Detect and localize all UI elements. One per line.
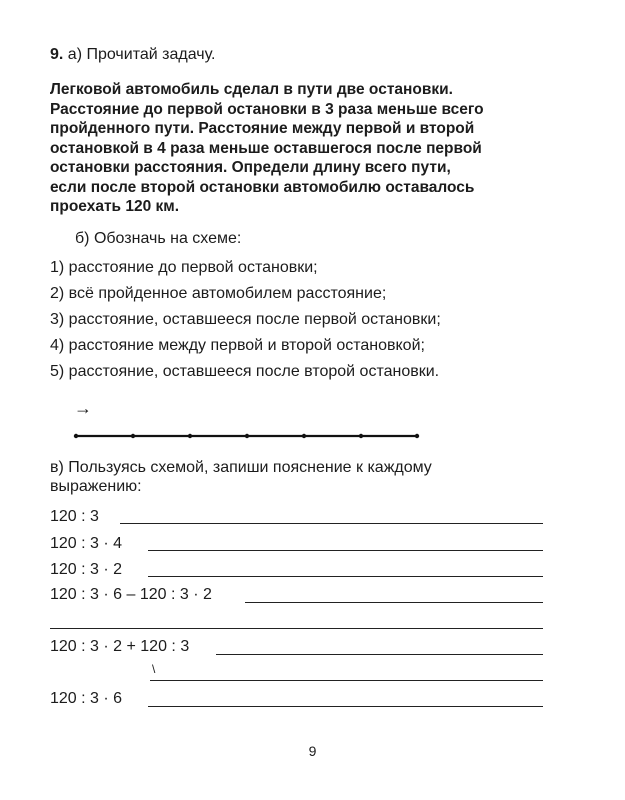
answer-line[interactable]: [50, 628, 543, 629]
problem-line: если после второй остановки автомобилю оставалось: [50, 178, 475, 196]
answer-line[interactable]: [148, 550, 543, 551]
answer-line[interactable]: [150, 680, 543, 681]
problem-line: остановки расстояния. Определи длину всего пути,: [50, 159, 451, 176]
scheme-point: [302, 434, 306, 438]
list-item: 5) расстояние, оставшееся после второй остановки.: [50, 363, 440, 380]
expression-1: 120 : 3: [50, 508, 99, 525]
expression-6: 120 : 3 · 6: [50, 690, 123, 707]
expression-4: 120 : 3 · 6 – 120 : 3 · 2: [50, 586, 212, 603]
part-c-label: [50, 458, 550, 496]
answer-line[interactable]: [216, 654, 543, 655]
problem-line: проехать 120 км.: [50, 198, 180, 215]
expression-5: 120 : 3 · 2 + 120 : 3: [50, 638, 190, 655]
task-header: [50, 46, 215, 64]
scheme-point: [359, 434, 363, 438]
pencil-tick-mark: \: [152, 662, 156, 676]
list-item: 3) расстояние, оставшееся после первой остановки;: [50, 311, 441, 328]
part-a-label: а) Прочитай задачу.: [67, 46, 216, 63]
expression-3: 120 : 3 · 2: [50, 561, 123, 578]
problem-text: [50, 80, 590, 217]
part-c-line: в) Пользуясь схемой, запиши пояснение к каждому: [50, 459, 432, 476]
answer-line[interactable]: [148, 706, 543, 707]
list-item: 4) расстояние между первой и второй остановкой;: [50, 337, 425, 354]
answer-line[interactable]: [120, 523, 543, 524]
scheme-point: [188, 434, 192, 438]
part-b-label: б) Обозначь на схеме:: [75, 230, 242, 247]
scheme-point: [245, 434, 249, 438]
expression-2: 120 : 3 · 4: [50, 535, 123, 552]
answer-line[interactable]: [148, 576, 543, 577]
problem-line: остановкой в 4 раза меньше оставшегося после первой: [50, 139, 482, 157]
route-scheme: [72, 428, 422, 444]
scheme-point: [74, 434, 78, 438]
scheme-point: [415, 434, 419, 438]
scheme-point: [131, 434, 135, 438]
direction-arrow-icon: →: [74, 398, 92, 418]
task-number: 9.: [50, 46, 64, 63]
scheme-items-list: [50, 255, 441, 385]
answer-line[interactable]: [245, 602, 543, 603]
part-c-line: выражению:: [50, 478, 142, 495]
problem-line: Легковой автомобиль сделал в пути две остановки.: [50, 81, 453, 98]
page-number: 9: [308, 743, 317, 759]
list-item: 1) расстояние до первой остановки;: [50, 259, 318, 276]
problem-line: Расстояние до первой остановки в 3 раза меньше всего: [50, 100, 484, 118]
problem-line: пройденного пути. Расстояние между первой и второй: [50, 120, 475, 137]
list-item: 2) всё пройденное автомобилем расстояние;: [50, 285, 387, 302]
